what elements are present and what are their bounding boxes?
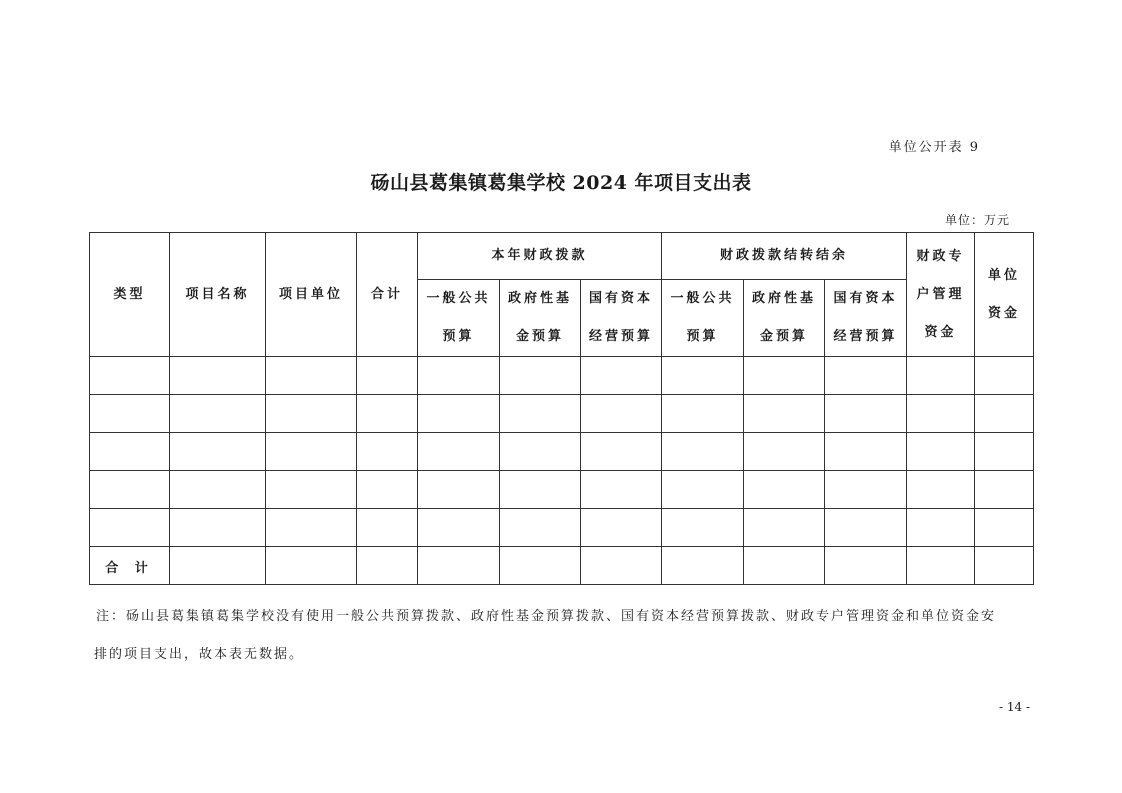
total-label: 合 计 (90, 547, 170, 585)
table-row (90, 509, 1034, 547)
header-carryover: 财政拨款结转结余 (662, 233, 907, 280)
header-current-general: 一般公共 预算 (418, 280, 500, 357)
table-total-row (90, 547, 1034, 585)
header-current-gov-fund: 政府性基 金预算 (500, 280, 581, 357)
note-line-1: 注：砀山县葛集镇葛集学校没有使用一般公共预算拨款、政府性基金预算拨款、国有资本经营预算拨款、财政专户管理资金和单位资金安 (96, 609, 997, 624)
page-number: - 14 - (998, 700, 1030, 714)
table-row (90, 395, 1034, 433)
header-carryover-general: 一般公共 预算 (662, 280, 744, 357)
table-row (90, 433, 1034, 471)
header-carryover-gov-fund: 政府性基 金预算 (744, 280, 825, 357)
note-line-2: 排的项目支出，故本表无数据。 (94, 647, 305, 662)
header-type: 类型 (90, 233, 170, 357)
header-current-year-appropriation: 本年财政拨款 (418, 233, 662, 280)
table-row (90, 471, 1034, 509)
header-project-unit: 项目单位 (266, 233, 357, 357)
header-carryover-state-capital: 国有资本 经营预算 (825, 280, 907, 357)
header-project-name: 项目名称 (170, 233, 266, 357)
header-special-account: 财政专 户管理 资金 (907, 233, 975, 357)
table-row (90, 357, 1034, 395)
unit-label: 单位：万元 (944, 213, 1010, 227)
header-current-state-capital: 国有资本 经营预算 (581, 280, 662, 357)
project-expenditure-table (89, 232, 1034, 585)
page-title: 砀山县葛集镇葛集学校 2024 年项目支出表 (370, 172, 752, 194)
form-number: 单位公开表 9 (888, 140, 980, 155)
header-unit-funds: 单位 资金 (975, 233, 1034, 357)
header-total: 合计 (357, 233, 418, 357)
table-note (96, 598, 1036, 674)
